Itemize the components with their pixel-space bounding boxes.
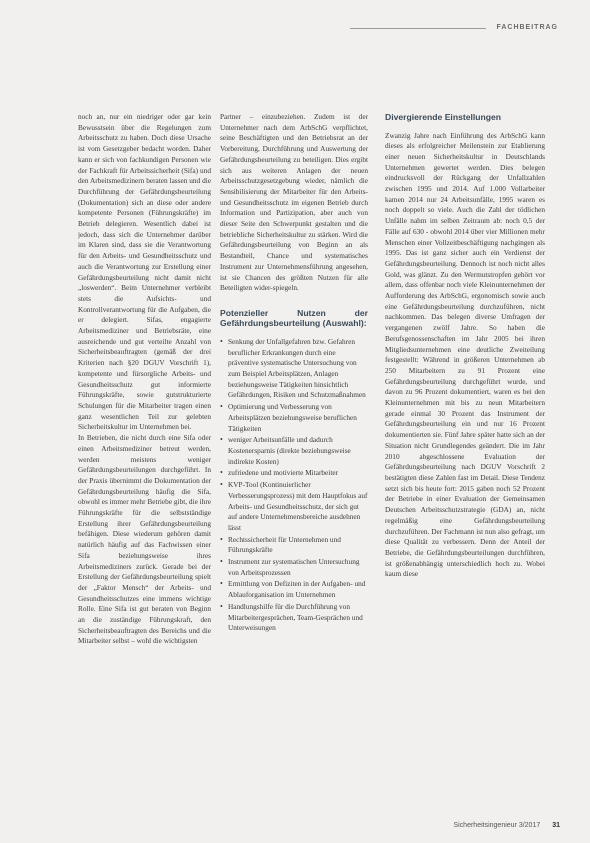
section-tab: FACHBEITRAG: [490, 24, 558, 31]
section-heading-divergent: Divergierende Einstellungen: [385, 112, 502, 122]
body-paragraph: In Betrieben, die nicht durch eine Sifa oder einen Arbeitsmediziner betreut werden, werden meistens weniger Gefährdungsbeurteilungen durchgeführt. In der Praxis übernimmt die Dokumentation der Gefährdungsbeurteilung häufig die Sifa, obwohl es immer mehr Betriebe gibt, die ihre Führungskräfte für die selbstständige Erstellung ihrer Gefährdungsbeurteilung befähigen. Diese wiederum gehören damit natürlich häufig auf das Fachwissen einer Sifa beziehungsweise ihres Arbeitsmediziners zurück. Gerade bei der Erstellung der Gefährdungsbeurteilung spielt der „Faktor Mensch“ der Arbeits- und Gesundheitsschutzes eine immens wichtige Rolle. Eine Sifa ist gut beraten von Beginn an die zuständige Führungskraft, den Sicherheitsbeauftragten des Bereichs und die Mitarbeiter selbst – wohl die wichtigsten: [78, 433, 211, 646]
list-item: • Rechtssicherheit für Unternehmen und Führungskräfte: [220, 535, 368, 556]
list-item: • weniger Arbeitsunfälle und dadurch Kostenersparnis (direkte beziehungsweise indirekte Kosten): [220, 435, 368, 467]
list-item: • Senkung der Unfallgefahren bzw. Gefahren beruflicher Erkrankungen durch eine präventive systematische Untersuchung von zum Beispiel Arbeitsplätzen, Anlagen beziehungsweise Tätigkeiten hinsichtlich Gefährdungen, Risiken und Schutzmaßnahmen: [220, 337, 368, 401]
publication-name: Sicherheitsingenieur 3/2017: [453, 822, 541, 829]
list-item: • Optimierung und Verbesserung von Arbeitsplätzen beziehungsweise beruflichen Tätigkeiten: [220, 402, 368, 434]
page-number: 31: [552, 822, 560, 829]
body-paragraph: Partner – einzubeziehen. Zudem ist der Unternehmer nach dem ArbSchG verpflichtet, seine Beschäftigten und den Betriebsrat an der Vorbereitung, Durchführung und Auswertung der Gefährdungsbeurteilung zu beteiligen. Dies ergibt sich aus weiteren Anlagen der neuen Arbeitsschutzgesetzgebung wieder, nämlich die Sensibilisierung der Mitarbeiter für den Arbeits- und Gesundheitsschutz im eigenen Betrieb durch Information und Partizipation, aber auch von dieser Seite den Schwerpunkt gestalten und die betriebliche Sicherheitskultur zu stärken. Wird die Gefährdungsbeurteilung von Beginn an als Bestandteil, Chance und systematisches Instrument zur Unternehmensführung angesehen, ist sie Chancen des größten Nutzen für alle Beteiligten wider-spiegeln.: [220, 112, 368, 293]
list-item: • zufriedene und motivierte Mitarbeiter: [220, 468, 368, 479]
column-middle: [220, 112, 368, 824]
body-paragraph: noch an, nur ein niedriger oder gar kein Bewusstsein über die Regelungen zum Arbeitsschutz zu haben. Doch diese Ursache ist vom Gesetzgeber bedacht worden. Daher kann er sich von fachkundigen Personen wie der Fachkraft für Arbeitssicherheit (Sifa) und den Arbeitsmedizinern beraten lassen und die Durchführung der Gefährdungsbeurteilung (Dokumentation) sich an diese oder andere kompetente Personen (Führungskräfte) im Betrieb delegieren. Wesentlich dabei ist jedoch, dass sich die Unternehmer darüber im Klaren sind, dass sie die Verantwortung für den Arbeits- und Gesundheitsschutz und auch die Verantwortung zur Erstellung einer Gefährdungsbeurteilung nicht damit nicht „loswerden“. Beim Unternehmer verbleibt stets die Aufsichts- und Kontrollverantwortung für die Aufgaben, die er delegiert. Sifas, engagierte Arbeitsmediziner und Betriebsräte, eine ausreichende und gut verteilte Anzahl von Sicherheitsbeauftragten (gemäß der drei Kriterien nach §20 DGUV Vorschrift 1), kompetente und fürsorgliche Arbeits- und Gesundheitsschutz gut informierte Führungskräfte, sowie gutstrukturierte Schulungen für die Mitarbeiter tragen einen ganz wesentlichen Teil zur gelebten Sicherheitskultur im Unternehmen bei.: [78, 112, 211, 432]
list-item: • KVP-Tool (Kontinuierlicher Verbesserungsprozess) mit dem Hauptfokus auf Arbeits- und Gesundheitsschutz, der sich gut auf andere Unternehmensbereiche ausdehnen lässt: [220, 480, 368, 534]
column-right: [385, 112, 545, 824]
column-left: [78, 112, 211, 824]
list-item: • Ermittlung von Defiziten in der Aufgaben- und Ablauforganisation im Unternehmen: [220, 579, 368, 600]
body-paragraph: Zwanzig Jahre nach Einführung des ArbSchG kann dieses als erfolgreicher Meilenstein zur Etablierung einer neuen Sicherheitskultur in Deutschlands Unternehmen gewertet werden. Dies belegen eindrucksvoll der Rückgang der Unfallzahlen zwischen 1995 und 2014. Auf 1.000 Vollarbeiter kamen 2014 nur 24 Arbeitsunfälle, 1995 waren es noch doppelt so viele. Auch die Zahl der tödlichen Unfälle nahm im selben Zeitraum ab: noch 0,5 der Fälle auf 630 - obwohl 2014 über vier Millionen mehr Menschen einer Vollzeitbeschäftigung nachgingen als 1995. Das ist ganz sicher auch ein Verdienst der Gefährdungsbeurteilung. Dennoch ist noch nicht alles Gold, was glänzt. Zu den Wermutstropfen gehört vor allem, dass offenbar noch viele Kleinunternehmen der Aufforderung des ArbSchG, ergonomisch sowie auch eine Gefährdungsbeurteilung durchzuführen, nicht nachkommen. Das belegen diverse Umfragen der vergangenen zwölf Jahre. So haben die Berufsgenossenschaften im Jahr 2005 bei ihren Mitgliedsunternehmen eine deutliche Zweiteilung festgestellt: Während in größeren Unternehmen ab 250 Mitarbeitern zu 91 Prozent eine Gefährdungsbeurteilung durchgeführt wurde, und davon zu 96 Prozent dokumentiert, waren es bei den Kleinunternehmen mit bis zu neun Mitarbeitern gerade einmal 30 Prozent das Instrument der Gefährdungsbeurteilung ein und nur 16 Prozent dokumentierten sie. Fünf Jahre später hatte sich an der Situation nicht Grundlegendes geändert. Die im Jahr 2010 abgeschlossene Evaluation der Gefährdungsbeurteilung nach DGUV Vorschrift 2 bestätigten diese Zahlen fast im Detail. Diese Tendenz setzt sich bis heute fort: 2015 gaben noch 52 Prozent der Betriebe in einer Evaluation der Gemeinsamen Deutschen Arbeitsschutzstrategie (GDA) an, nicht regelmäßig eine Gefährdungsbeurteilung durchzuführen. Der Fachmann ist nun also gefragt, um diese Qualität zu verbessern. Denn der Anteil der Betriebe, die Gefährdungsbeurteilungen durchführen, ist größenabhängig unterschiedlich hoch zu. Wobei kaum diese: [385, 130, 545, 579]
list-item: • Handlungshilfe für die Durchführung von Mitarbeitergesprächen, Team-Gesprächen und Unterweisungen: [220, 602, 368, 634]
list-item: • Instrument zur systematischen Untersuchung von Arbeitsprozessen: [220, 557, 368, 578]
section-heading-benefits: Potenzieller Nutzen der Gefährdungsbeurteilung (Auswahl):: [220, 307, 368, 329]
benefits-list: [220, 337, 368, 634]
page-footer: [453, 822, 560, 829]
